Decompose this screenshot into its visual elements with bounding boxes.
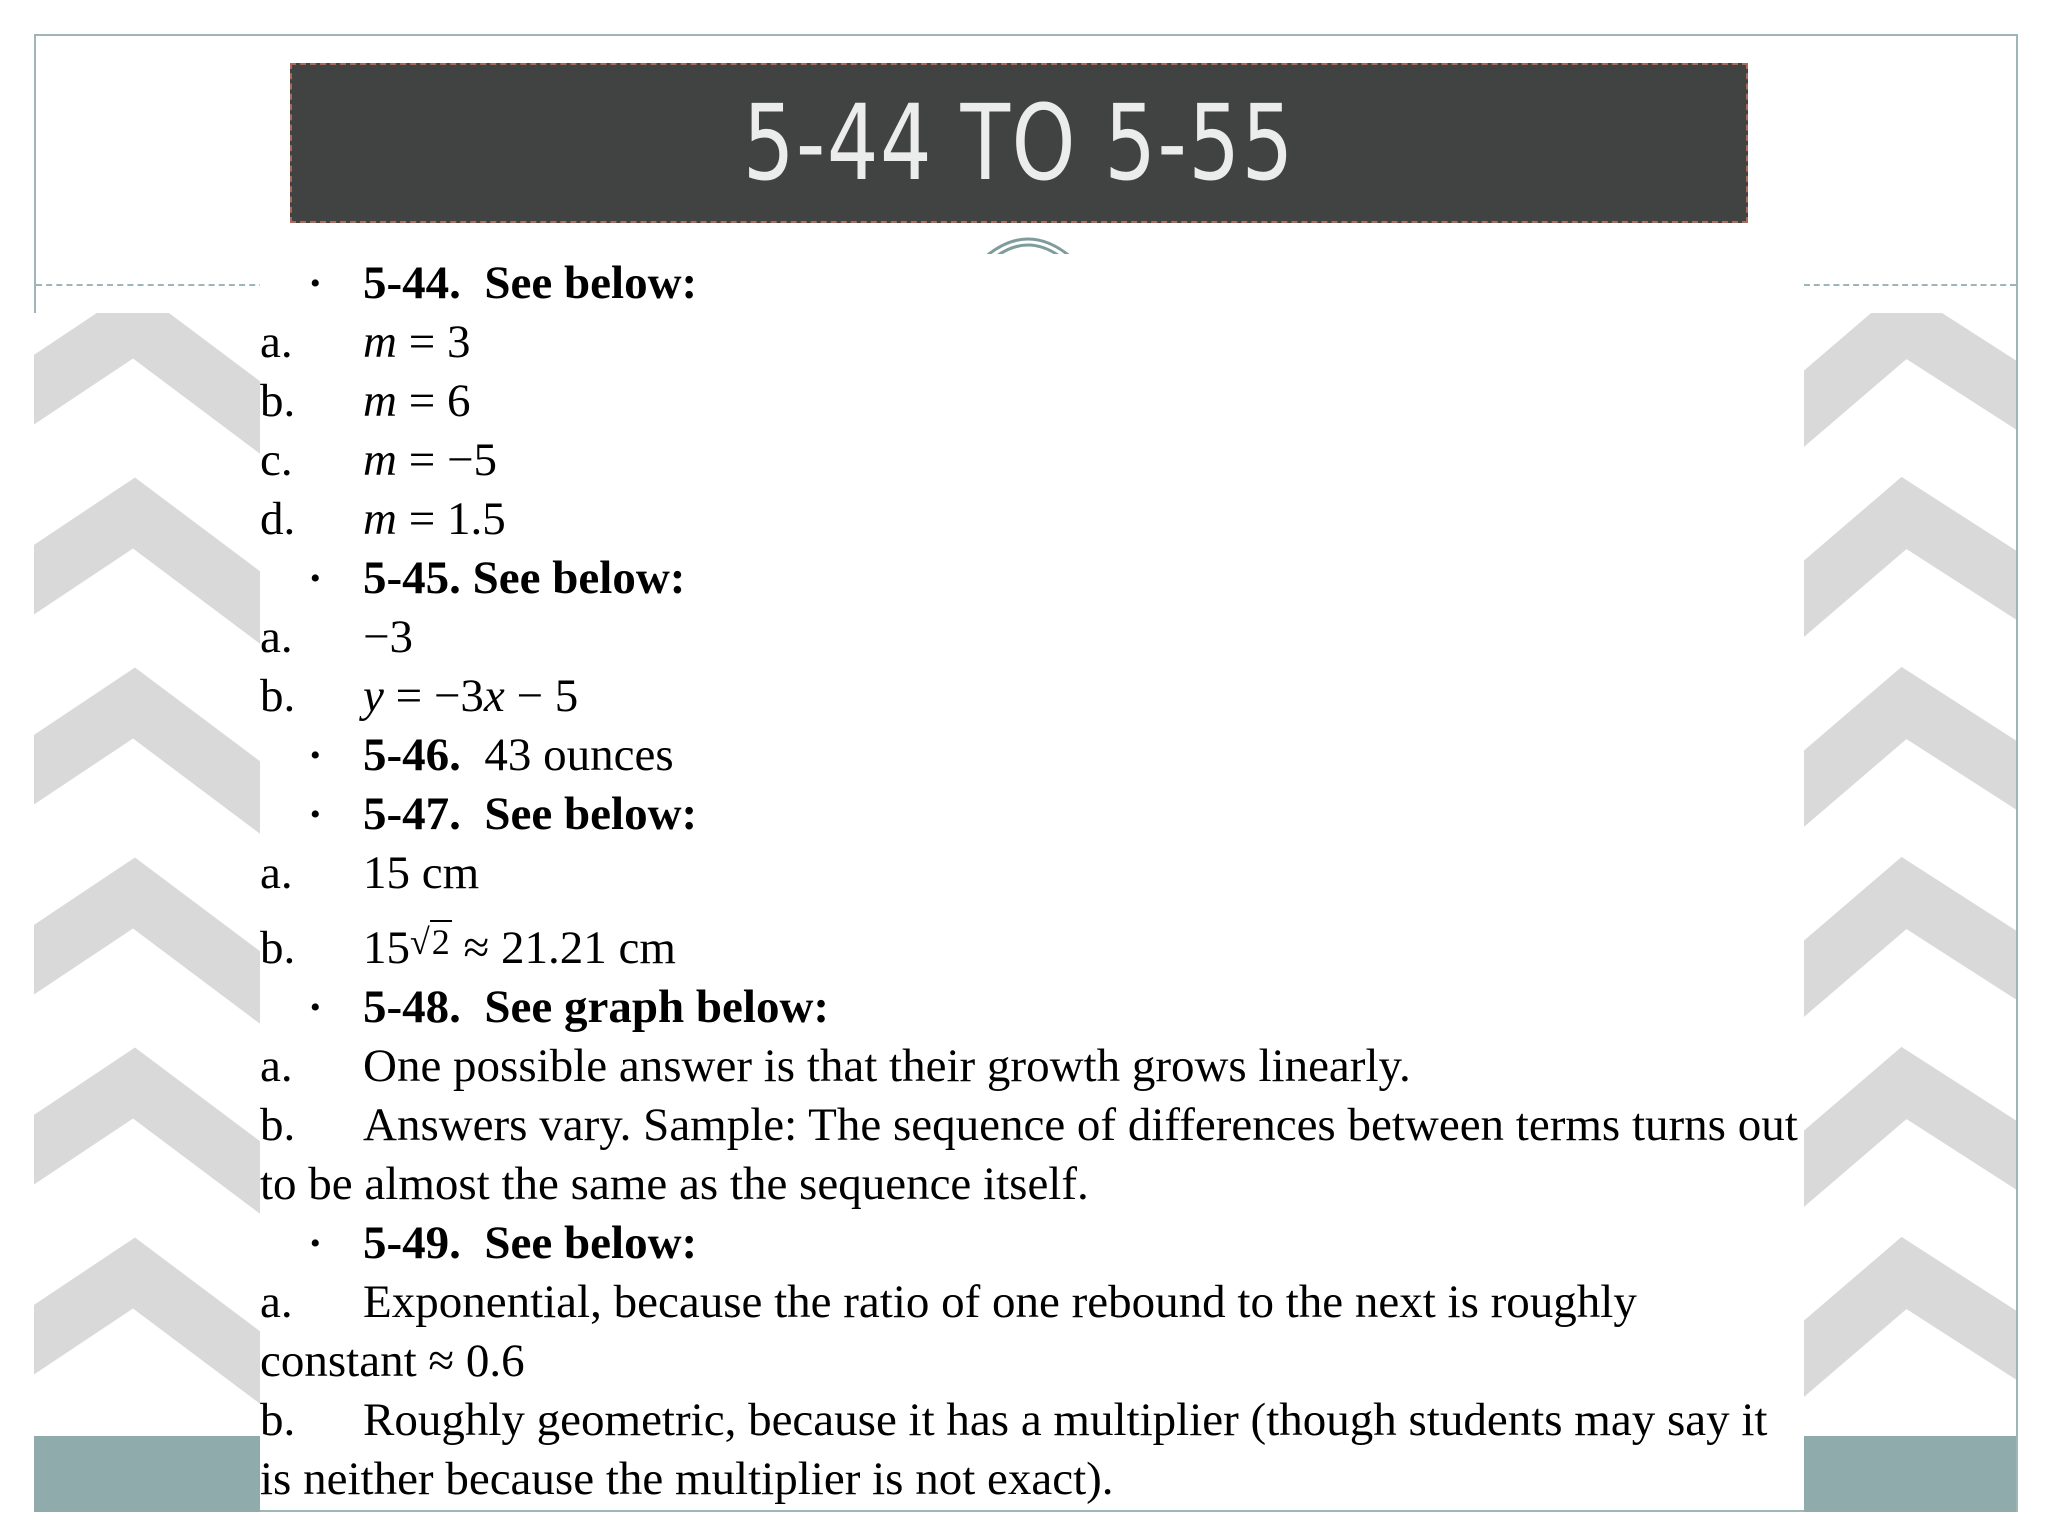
answer-row [260, 903, 1804, 978]
item-label: a. [260, 611, 293, 663]
chevron-pattern-right [1804, 313, 2016, 1441]
variable-x: x [483, 670, 505, 722]
answer-value: ≈ 21.21 cm [463, 922, 676, 974]
problem-heading: See below: [484, 1217, 698, 1269]
problem-5-46-header [260, 726, 1804, 785]
answer-value: 15 cm [363, 847, 480, 899]
problem-number: 5-46. [363, 729, 461, 781]
item-label: b. [260, 375, 296, 427]
problem-heading: See below: [484, 257, 698, 309]
bullet: • [310, 562, 321, 595]
bullet: • [310, 739, 321, 772]
item-label: a. [260, 1040, 293, 1092]
problem-number: 5-48. [363, 981, 461, 1033]
answer-row [260, 1096, 1804, 1214]
item-label: d. [260, 493, 296, 545]
answer-value: Roughly geometric, because it has a multiplier (though students may say it is neither because the multiplier is not exact). [260, 1394, 1768, 1505]
chevron-svg-left [34, 313, 260, 1441]
bullet: • [310, 798, 321, 831]
item-label: b. [260, 1099, 296, 1151]
problem-heading: See below: [484, 788, 698, 840]
answer-row [260, 608, 1804, 667]
item-label: a. [260, 316, 293, 368]
answer-value: Answers vary. Sample: The sequence of differences between terms turns out to be almost the same as the sequence itself. [260, 1099, 1798, 1210]
answer-row [260, 431, 1804, 490]
item-label: b. [260, 922, 296, 974]
title-banner [290, 63, 1748, 223]
slide-title: 5-44 TO 5-55 [743, 82, 1295, 204]
bullet: • [310, 1227, 321, 1260]
dashed-divider-right [1804, 284, 2016, 286]
answer-list [260, 254, 1804, 1509]
answer-value: −3 [363, 611, 414, 663]
problem-heading: See below: [472, 552, 686, 604]
bullet: • [310, 991, 321, 1024]
radical-sign: √ [410, 922, 430, 962]
problem-number: 5-45. [363, 552, 461, 604]
answer-value: = 1.5 [396, 493, 506, 545]
problem-number: 5-44. [363, 257, 461, 309]
teal-footer-strip-left [34, 1436, 260, 1512]
problem-5-45-header [260, 549, 1804, 608]
answer-row [260, 490, 1804, 549]
answer-value: 43 ounces [484, 729, 674, 781]
square-root [410, 919, 452, 978]
problem-5-47-header [260, 785, 1804, 844]
equation-mid: = −3 [383, 670, 484, 722]
answer-row [260, 1037, 1804, 1096]
equation-end: − 5 [504, 670, 579, 722]
answer-value: = −5 [396, 434, 497, 486]
variable: m [363, 493, 397, 545]
answer-value: = 3 [396, 316, 471, 368]
answer-row [260, 844, 1804, 903]
chevron-pattern-left [34, 313, 260, 1441]
answer-row [260, 1391, 1804, 1509]
variable: m [363, 434, 397, 486]
answer-row [260, 313, 1804, 372]
chevron-svg-right [1804, 313, 2016, 1441]
answer-value: = 6 [396, 375, 471, 427]
problem-5-49-header [260, 1214, 1804, 1273]
item-label: b. [260, 1394, 296, 1446]
teal-footer-strip-right [1804, 1436, 2016, 1512]
answer-value: Exponential, because the ratio of one rebound to the next is roughly constant ≈ 0.6 [260, 1276, 1637, 1387]
item-label: a. [260, 1276, 293, 1328]
answer-row [260, 372, 1804, 431]
bullet: • [310, 267, 321, 300]
variable: m [363, 316, 397, 368]
problem-number: 5-47. [363, 788, 461, 840]
item-label: b. [260, 670, 296, 722]
coefficient: 15 [363, 922, 410, 974]
problem-number: 5-49. [363, 1217, 461, 1269]
variable-y: y [363, 670, 384, 722]
answer-row [260, 1273, 1804, 1391]
answer-value: One possible answer is that their growth grows linearly. [363, 1040, 1411, 1092]
problem-5-44-header [260, 254, 1804, 313]
answer-row [260, 667, 1804, 726]
radicand: 2 [431, 922, 450, 962]
item-label: a. [260, 847, 293, 899]
problem-heading: See graph below: [484, 981, 830, 1033]
item-label: c. [260, 434, 293, 486]
variable: m [363, 375, 397, 427]
problem-5-48-header [260, 978, 1804, 1037]
